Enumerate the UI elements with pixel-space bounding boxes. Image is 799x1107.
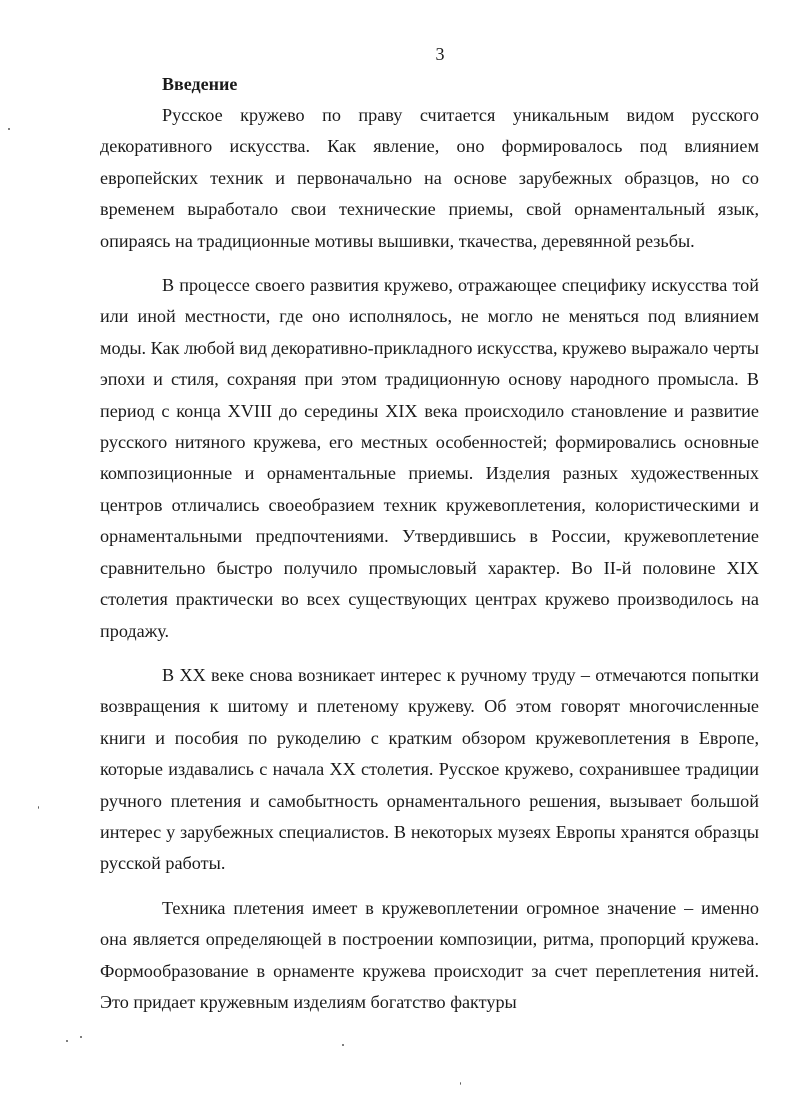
- paragraph-3: В XX веке снова возникает интерес к ручному труду – отмечаются попытки возвращения к шитому и плетеному кружеву. Об этом говорят многочисленные книги и пособия по рукоделию с кратким обзором кружевоплетения в Европе, которые издавались с начала XX столетия. Русское кружево, сохранившее традиции ручного плетения и самобытность орнаментального решения, вызывает большой интерес у зарубежных специалистов. В некоторых музеях Европы хранятся образцы русской работы.: [100, 664, 759, 874]
- paragraph-4: Техника плетения имеет в кружевоплетении огромное значение – именно она является определяющей в построении композиции, ритма, пропорций кружева. Формообразование в орнаменте кружева происходит за счет переплетения нитей. Это придает кружевным изделиям богатство фактуры: [100, 897, 759, 1012]
- paragraph-2: В процессе своего развития кружево, отражающее специфику искусства той или иной местности, где оно исполнялось, не могло не меняться под влиянием моды. Как любой вид декоративно-прикладного искусства, кружево выражало черты эпохи и стиля, сохраняя при этом традиционную основу народного промысла. В период с конца XVIII до середины XIX века происходило становление и развитие русского нитяного кружева, его местных особенностей; формировались основные композиционные и орнаментальные приемы. Изделия разных художественных центров отличались своеобразием техник кружевоплетения, колористическими и орнаментальными предпочтениями. Утвердившись в России, кружевоплетение сравнительно быстро получило промысловый характер. Во II-й половине XIX столетия практически во всех существующих центрах кружево производилось на продажу.: [100, 275, 759, 641]
- paragraph-1: Русское кружево по праву считается уникальным видом русского декоративного искусства. Как явление, оно формировалось под влиянием европейских техник и первоначально на основе зарубежных образцов, но со временем выработало свои технические приемы, свой орнаментальный язык, опираясь на традиционные мотивы вышивки, ткачества, деревянной резьбы.: [100, 105, 759, 251]
- page-number: 3: [435, 44, 445, 64]
- scan-speck: [66, 1040, 68, 1042]
- scan-speck: [342, 1044, 344, 1046]
- scan-speck: [80, 1036, 82, 1038]
- scan-speck: [38, 806, 39, 809]
- body-text: [100, 100, 759, 1031]
- scan-speck: [8, 128, 10, 130]
- scan-speck: [460, 1082, 461, 1085]
- section-heading: Введение: [162, 74, 238, 94]
